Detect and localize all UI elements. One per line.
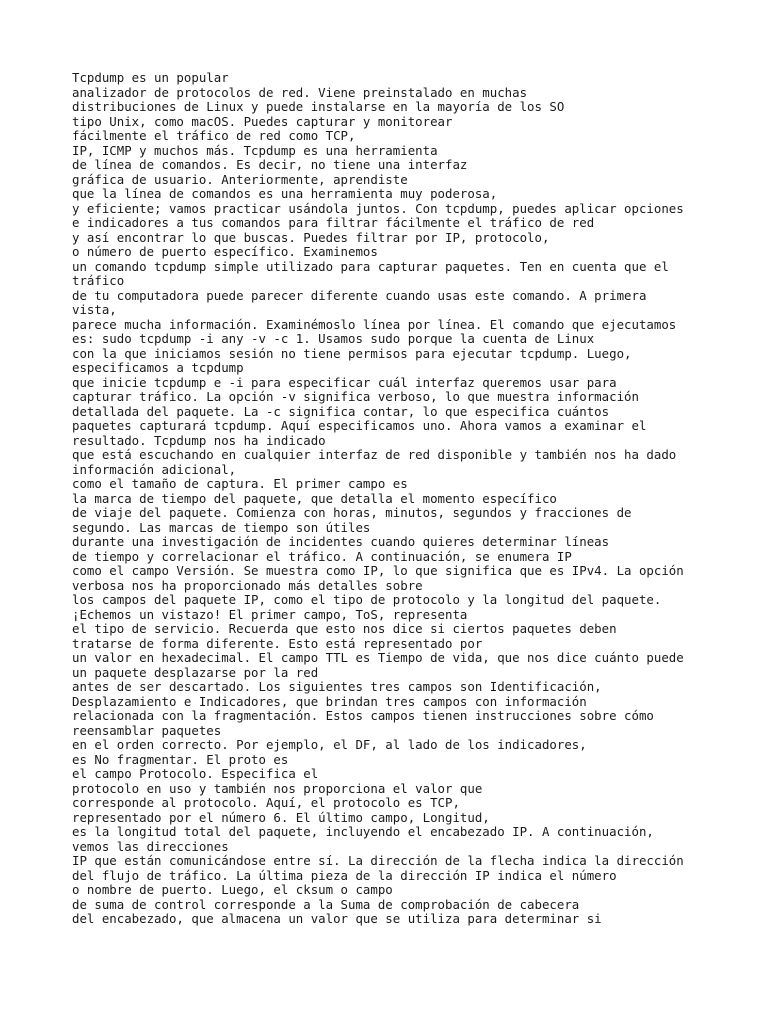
text-line: información adicional,	[72, 461, 237, 477]
text-line: verbosa nos ha proporcionado más detalles sobre	[72, 577, 423, 593]
text-line: tipo Unix, como macOS. Puedes capturar y monitorear	[72, 113, 453, 129]
text-line: IP que están comunicándose entre sí. La dirección de la flecha indica la dirección	[72, 853, 684, 868]
document-body-text	[72, 71, 696, 927]
text-line: vista,	[72, 302, 117, 317]
text-line: en el orden correcto. Por ejemplo, el DF, al lado de los indicadores,	[72, 737, 587, 752]
text-line: con la que iniciamos sesión no tiene permisos para ejecutar tcpdump. Luego,	[72, 345, 632, 361]
text-line: que la línea de comandos es una herramienta muy poderosa,	[72, 186, 498, 201]
text-line: es No fragmentar. El proto es	[72, 751, 289, 767]
text-line: tratarse de forma diferente. Esto está representado por	[72, 635, 483, 651]
text-line: de suma de control corresponde a la Suma de comprobación de cabecera	[72, 896, 580, 912]
text-line: como el campo Versión. Se muestra como IP, lo que significa que es IPv4. La opción	[72, 563, 684, 578]
text-line: IP, ICMP y muchos más. Tcpdump es una herramienta	[72, 142, 438, 158]
text-line: resultado. Tcpdump nos ha indicado	[72, 432, 326, 448]
text-line: reensamblar paquetes	[72, 722, 222, 738]
text-line: capturar tráfico. La opción -v significa verboso, lo que muestra información	[72, 389, 639, 404]
text-line: parece mucha información. Examinémoslo línea por línea. El comando que ejecutamos	[72, 316, 677, 332]
text-line: de línea de comandos. Es decir, no tiene una interfaz	[72, 157, 468, 172]
text-line: que inicie tcpdump e -i para especificar cuál interfaz queremos usar para	[72, 374, 617, 390]
text-line: Desplazamiento e Indicadores, que brindan tres campos con información	[72, 693, 587, 709]
text-line: relacionada con la fragmentación. Estos campos tienen instrucciones sobre cómo	[72, 708, 654, 723]
text-line: distribuciones de Linux y puede instalarse en la mayoría de los SO	[72, 99, 565, 114]
text-line: un comando tcpdump simple utilizado para capturar paquetes. Ten en cuenta que el	[72, 258, 669, 274]
text-line: e indicadores a tus comandos para filtrar fácilmente el tráfico de red	[72, 215, 595, 230]
text-line: la marca de tiempo del paquete, que detalla el momento específico	[72, 490, 557, 506]
text-line: es: sudo tcpdump -i any -v -c 1. Usamos sudo porque la cuenta de Linux	[72, 331, 595, 346]
text-line: durante una investigación de incidentes cuando quieres determinar líneas	[72, 534, 610, 549]
text-line: y así encontrar lo que buscas. Puedes filtrar por IP, protocolo,	[72, 229, 550, 245]
text-line: corresponde al protocolo. Aquí, el protocolo es TCP,	[72, 795, 460, 810]
text-line: los campos del paquete IP, como el tipo de protocolo y la longitud del paquete.	[72, 592, 662, 607]
text-line: detallada del paquete. La -c significa contar, lo que especifica cuántos	[72, 403, 610, 419]
text-line: ¡Echemos un vistazo! El primer campo, ToS, representa	[72, 606, 468, 622]
text-line: segundo. Las marcas de tiempo son útiles	[72, 519, 371, 535]
text-line: tráfico	[72, 273, 125, 288]
text-line: como el tamaño de captura. El primer campo es	[72, 476, 408, 491]
text-line: antes de ser descartado. Los siguientes tres campos son Identificación,	[72, 679, 602, 694]
text-line: del encabezado, que almacena un valor que se utiliza para determinar si	[72, 911, 602, 926]
text-line: de tu computadora puede parecer diferente cuando usas este comando. A primera	[72, 287, 647, 303]
text-line: fácilmente el tráfico de red como TCP,	[72, 128, 356, 143]
text-line: y eficiente; vamos practicar usándola juntos. Con tcpdump, puedes aplicar opciones	[72, 200, 684, 216]
text-line: de viaje del paquete. Comienza con horas, minutos, segundos y fracciones de	[72, 505, 632, 520]
text-line: un paquete desplazarse por la red	[72, 664, 319, 680]
text-line: especificamos a tcpdump	[72, 360, 244, 375]
text-line: paquetes capturará tcpdump. Aquí especificamos uno. Ahora vamos a examinar el	[72, 418, 647, 433]
text-line: un valor en hexadecimal. El campo TTL es Tiempo de vida, que nos dice cuánto puede	[72, 650, 684, 665]
text-line: el campo Protocolo. Especifica el	[72, 766, 319, 781]
text-line: gráfica de usuario. Anteriormente, aprendiste	[72, 171, 408, 187]
text-line: o número de puerto específico. Examinemos	[72, 244, 378, 259]
text-line: Tcpdump es un popular	[72, 70, 229, 85]
text-line: representado por el número 6. El último campo, Longitud,	[72, 809, 490, 825]
text-line: que está escuchando en cualquier interfaz de red disponible y también nos ha dado	[72, 447, 677, 462]
text-line: analizador de protocolos de red. Viene preinstalado en muchas	[72, 84, 528, 100]
text-line: o nombre de puerto. Luego, el cksum o campo	[72, 882, 393, 897]
text-line: protocolo en uso y también nos proporciona el valor que	[72, 780, 483, 796]
text-line: vemos las direcciones	[72, 838, 229, 854]
text-line: de tiempo y correlacionar el tráfico. A continuación, se enumera IP	[72, 548, 572, 564]
text-line: el tipo de servicio. Recuerda que esto nos dice si ciertos paquetes deben	[72, 621, 617, 636]
text-line: es la longitud total del paquete, incluyendo el encabezado IP. A continuación,	[72, 824, 654, 839]
text-line: del flujo de tráfico. La última pieza de la dirección IP indica el número	[72, 867, 617, 883]
